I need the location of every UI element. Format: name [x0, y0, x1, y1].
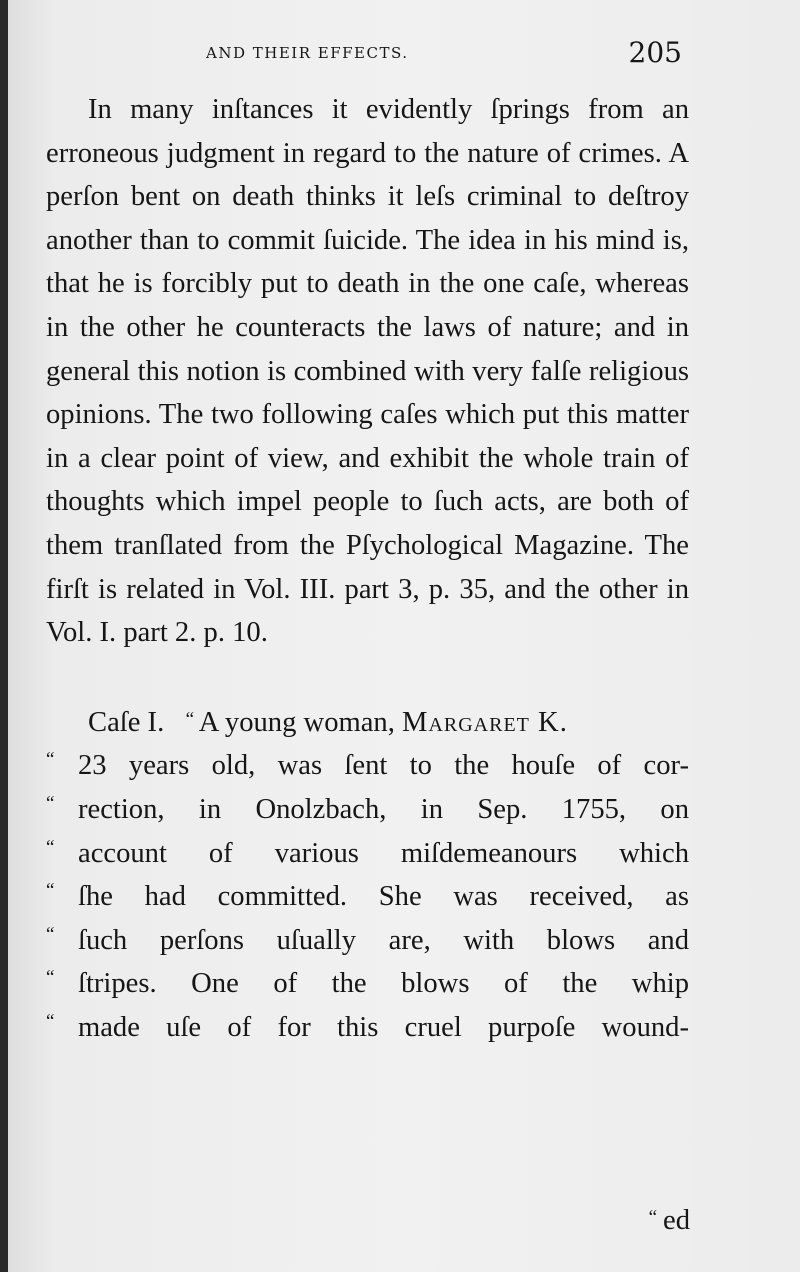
catchword-text: ed	[663, 1205, 690, 1236]
quoted-line-text: 23 years old, was ſent to the houſe of cor-	[78, 750, 689, 782]
body-text	[46, 88, 689, 1049]
quoted-line	[46, 962, 689, 1006]
catchword-quote-mark: “	[648, 1207, 657, 1228]
case-heading-line	[46, 698, 689, 745]
line-quote-mark: “	[46, 967, 55, 989]
quoted-line-text: ſtripes. One of the blows of the whip	[78, 968, 689, 1000]
quoted-line	[46, 744, 689, 788]
quoted-line-text: account of various miſdemeanours which	[78, 837, 689, 869]
quoted-line	[46, 832, 689, 876]
catchword	[649, 1205, 690, 1237]
quoted-line-text: ſhe had committed. She was received, as	[78, 881, 689, 913]
opening-quote-mark: “	[185, 708, 194, 730]
line-quote-mark: “	[46, 880, 55, 902]
case-block	[46, 698, 689, 1050]
line-quote-mark: “	[46, 792, 55, 814]
line-quote-mark: “	[46, 836, 55, 858]
quoted-passage	[46, 744, 689, 1049]
page-number: 205	[628, 36, 682, 69]
quoted-line-text: made uſe of for this cruel purpoſe wound-	[78, 1011, 689, 1043]
quoted-line	[46, 875, 689, 919]
line-quote-mark: “	[46, 923, 55, 945]
case-person-name: Margaret K.	[402, 706, 568, 738]
line-quote-mark: “	[46, 749, 55, 771]
page-header	[8, 36, 800, 70]
running-head: AND THEIR EFFECTS.	[206, 44, 409, 62]
book-page	[8, 0, 800, 1272]
case-opening-text: A young woman,	[198, 706, 395, 738]
quoted-line	[46, 788, 689, 832]
quoted-line-text: rection, in Onolzbach, in Sep. 1755, on	[78, 793, 689, 825]
quoted-line	[46, 919, 689, 963]
case-label: Caſe I.	[88, 706, 165, 738]
line-quote-mark: “	[46, 1010, 55, 1032]
paragraph: In many inſtances it evidently ſprings from an erroneous judgment in regard to the nature of crimes. A perſon bent on death thinks it leſs criminal to deſtroy another than to commit ſuicide. The idea in his mind is, that he is forcibly put to death in the one caſe, whereas in the other he counteracts the laws of nature; and in general this notion is combined with very falſe religious opinions. The two following caſes which put this matter in a clear point of view, and exhibit the whole train of thoughts which impel people to ſuch acts, are both of them tranſlated from the Pſychological Magazine. The firſt is related in Vol. III. part 3, p. 35, and the other in Vol. I. part 2. p. 10.	[46, 94, 689, 649]
quoted-line	[46, 1006, 689, 1050]
quoted-line-text: ſuch perſons uſually are, with blows and	[78, 924, 689, 956]
